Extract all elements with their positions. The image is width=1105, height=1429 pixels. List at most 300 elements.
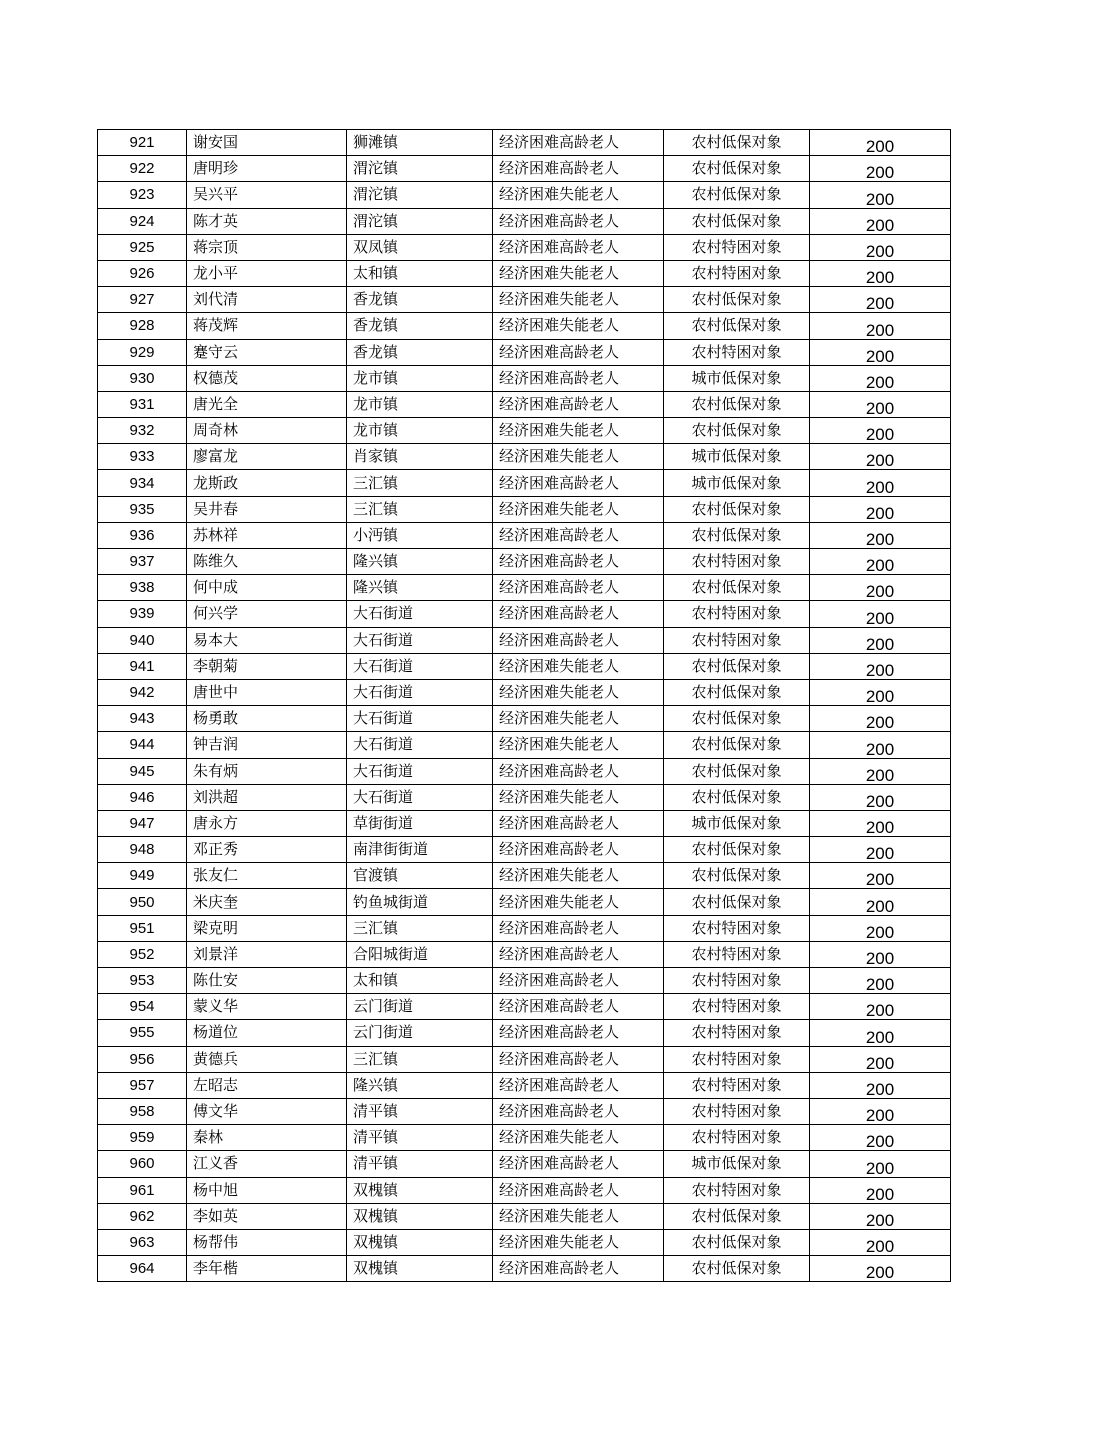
subsidy-type-cell: 经济困难失能老人 — [493, 260, 664, 286]
table-row — [98, 1203, 951, 1229]
row-number-cell: 960 — [98, 1151, 187, 1177]
town-cell: 南津街街道 — [347, 837, 493, 863]
subsidy-type-cell: 经济困难高龄老人 — [493, 837, 664, 863]
table-row — [98, 1177, 951, 1203]
name-cell: 梁克明 — [187, 915, 347, 941]
category-cell: 农村特困对象 — [664, 1046, 810, 1072]
row-number-cell: 963 — [98, 1229, 187, 1255]
subsidy-type-cell: 经济困难失能老人 — [493, 1203, 664, 1229]
table-row — [98, 444, 951, 470]
row-number-cell: 927 — [98, 287, 187, 313]
subsidy-type-cell: 经济困难高龄老人 — [493, 391, 664, 417]
amount-cell: 200 — [810, 889, 951, 915]
row-number-cell: 943 — [98, 706, 187, 732]
name-cell: 蒙义华 — [187, 994, 347, 1020]
name-cell: 杨道位 — [187, 1020, 347, 1046]
row-number-cell: 952 — [98, 941, 187, 967]
subsidy-type-cell: 经济困难高龄老人 — [493, 1256, 664, 1282]
subsidy-type-cell: 经济困难失能老人 — [493, 653, 664, 679]
subsidy-table — [97, 129, 951, 1282]
town-cell: 龙市镇 — [347, 365, 493, 391]
amount-cell: 200 — [810, 732, 951, 758]
subsidy-type-cell: 经济困难失能老人 — [493, 444, 664, 470]
category-cell: 农村特困对象 — [664, 968, 810, 994]
subsidy-type-cell: 经济困难高龄老人 — [493, 994, 664, 1020]
row-number-cell: 930 — [98, 365, 187, 391]
category-cell: 农村低保对象 — [664, 208, 810, 234]
row-number-cell: 935 — [98, 496, 187, 522]
row-number-cell: 951 — [98, 915, 187, 941]
amount-cell: 200 — [810, 653, 951, 679]
category-cell: 农村特困对象 — [664, 915, 810, 941]
town-cell: 云门街道 — [347, 994, 493, 1020]
table-row — [98, 549, 951, 575]
town-cell: 渭沱镇 — [347, 208, 493, 234]
name-cell: 何兴学 — [187, 601, 347, 627]
subsidy-type-cell: 经济困难高龄老人 — [493, 915, 664, 941]
town-cell: 三汇镇 — [347, 470, 493, 496]
subsidy-type-cell: 经济困难高龄老人 — [493, 1072, 664, 1098]
name-cell: 陈才英 — [187, 208, 347, 234]
town-cell: 隆兴镇 — [347, 549, 493, 575]
category-cell: 农村低保对象 — [664, 837, 810, 863]
name-cell: 刘景洋 — [187, 941, 347, 967]
town-cell: 合阳城街道 — [347, 941, 493, 967]
table-row — [98, 941, 951, 967]
name-cell: 陈仕安 — [187, 968, 347, 994]
table-row — [98, 522, 951, 548]
row-number-cell: 942 — [98, 679, 187, 705]
table-row — [98, 156, 951, 182]
subsidy-type-cell: 经济困难失能老人 — [493, 182, 664, 208]
row-number-cell: 921 — [98, 130, 187, 156]
amount-cell: 200 — [810, 994, 951, 1020]
table-row — [98, 758, 951, 784]
category-cell: 城市低保对象 — [664, 365, 810, 391]
row-number-cell: 926 — [98, 260, 187, 286]
name-cell: 杨勇敢 — [187, 706, 347, 732]
amount-cell: 200 — [810, 837, 951, 863]
table-row — [98, 968, 951, 994]
town-cell: 清平镇 — [347, 1098, 493, 1124]
amount-cell: 200 — [810, 1072, 951, 1098]
subsidy-type-cell: 经济困难失能老人 — [493, 287, 664, 313]
table-row — [98, 994, 951, 1020]
name-cell: 李年楷 — [187, 1256, 347, 1282]
name-cell: 秦林 — [187, 1125, 347, 1151]
town-cell: 大石街道 — [347, 653, 493, 679]
category-cell: 农村低保对象 — [664, 863, 810, 889]
subsidy-type-cell: 经济困难高龄老人 — [493, 365, 664, 391]
subsidy-type-cell: 经济困难高龄老人 — [493, 810, 664, 836]
row-number-cell: 958 — [98, 1098, 187, 1124]
table-row — [98, 706, 951, 732]
table-row — [98, 1098, 951, 1124]
amount-cell: 200 — [810, 1229, 951, 1255]
category-cell: 农村低保对象 — [664, 575, 810, 601]
amount-cell: 200 — [810, 444, 951, 470]
table-row — [98, 470, 951, 496]
name-cell: 唐明珍 — [187, 156, 347, 182]
name-cell: 何中成 — [187, 575, 347, 601]
town-cell: 三汇镇 — [347, 496, 493, 522]
name-cell: 唐光全 — [187, 391, 347, 417]
amount-cell: 200 — [810, 339, 951, 365]
town-cell: 双槐镇 — [347, 1177, 493, 1203]
table-row — [98, 339, 951, 365]
table-row — [98, 182, 951, 208]
name-cell: 李如英 — [187, 1203, 347, 1229]
amount-cell: 200 — [810, 156, 951, 182]
row-number-cell: 940 — [98, 627, 187, 653]
town-cell: 小沔镇 — [347, 522, 493, 548]
town-cell: 钓鱼城街道 — [347, 889, 493, 915]
table-row — [98, 732, 951, 758]
row-number-cell: 932 — [98, 418, 187, 444]
name-cell: 张友仁 — [187, 863, 347, 889]
subsidy-type-cell: 经济困难高龄老人 — [493, 1177, 664, 1203]
name-cell: 李朝菊 — [187, 653, 347, 679]
name-cell: 易本大 — [187, 627, 347, 653]
category-cell: 农村低保对象 — [664, 653, 810, 679]
amount-cell: 200 — [810, 863, 951, 889]
amount-cell: 200 — [810, 575, 951, 601]
amount-cell: 200 — [810, 1125, 951, 1151]
table-row — [98, 260, 951, 286]
town-cell: 双凤镇 — [347, 234, 493, 260]
amount-cell: 200 — [810, 679, 951, 705]
row-number-cell: 950 — [98, 889, 187, 915]
name-cell: 谢安国 — [187, 130, 347, 156]
table-row — [98, 1072, 951, 1098]
table-row — [98, 889, 951, 915]
name-cell: 蹇守云 — [187, 339, 347, 365]
table-row — [98, 653, 951, 679]
subsidy-type-cell: 经济困难高龄老人 — [493, 575, 664, 601]
subsidy-type-cell: 经济困难高龄老人 — [493, 156, 664, 182]
town-cell: 香龙镇 — [347, 339, 493, 365]
amount-cell: 200 — [810, 549, 951, 575]
category-cell: 农村低保对象 — [664, 313, 810, 339]
category-cell: 农村特困对象 — [664, 994, 810, 1020]
town-cell: 渭沱镇 — [347, 182, 493, 208]
row-number-cell: 944 — [98, 732, 187, 758]
name-cell: 左昭志 — [187, 1072, 347, 1098]
town-cell: 太和镇 — [347, 968, 493, 994]
row-number-cell: 938 — [98, 575, 187, 601]
table-row — [98, 837, 951, 863]
row-number-cell: 928 — [98, 313, 187, 339]
row-number-cell: 955 — [98, 1020, 187, 1046]
subsidy-type-cell: 经济困难高龄老人 — [493, 601, 664, 627]
amount-cell: 200 — [810, 1020, 951, 1046]
name-cell: 米庆奎 — [187, 889, 347, 915]
town-cell: 双槐镇 — [347, 1203, 493, 1229]
table-row — [98, 679, 951, 705]
category-cell: 农村低保对象 — [664, 679, 810, 705]
subsidy-type-cell: 经济困难高龄老人 — [493, 339, 664, 365]
category-cell: 农村低保对象 — [664, 732, 810, 758]
amount-cell: 200 — [810, 941, 951, 967]
row-number-cell: 941 — [98, 653, 187, 679]
town-cell: 肖家镇 — [347, 444, 493, 470]
category-cell: 农村低保对象 — [664, 1256, 810, 1282]
amount-cell: 200 — [810, 601, 951, 627]
subsidy-type-cell: 经济困难高龄老人 — [493, 1151, 664, 1177]
subsidy-type-cell: 经济困难高龄老人 — [493, 522, 664, 548]
town-cell: 龙市镇 — [347, 391, 493, 417]
subsidy-type-cell: 经济困难高龄老人 — [493, 627, 664, 653]
town-cell: 大石街道 — [347, 732, 493, 758]
category-cell: 农村低保对象 — [664, 784, 810, 810]
category-cell: 农村特困对象 — [664, 941, 810, 967]
row-number-cell: 937 — [98, 549, 187, 575]
subsidy-type-cell: 经济困难高龄老人 — [493, 208, 664, 234]
table-row — [98, 418, 951, 444]
subsidy-type-cell: 经济困难失能老人 — [493, 863, 664, 889]
subsidy-type-cell: 经济困难失能老人 — [493, 1229, 664, 1255]
category-cell: 农村低保对象 — [664, 130, 810, 156]
name-cell: 傅文华 — [187, 1098, 347, 1124]
subsidy-type-cell: 经济困难高龄老人 — [493, 234, 664, 260]
table-row — [98, 1256, 951, 1282]
name-cell: 杨中旭 — [187, 1177, 347, 1203]
subsidy-type-cell: 经济困难高龄老人 — [493, 1098, 664, 1124]
amount-cell: 200 — [810, 130, 951, 156]
subsidy-type-cell: 经济困难失能老人 — [493, 1125, 664, 1151]
name-cell: 杨帮伟 — [187, 1229, 347, 1255]
town-cell: 清平镇 — [347, 1151, 493, 1177]
town-cell: 双槐镇 — [347, 1256, 493, 1282]
town-cell: 官渡镇 — [347, 863, 493, 889]
amount-cell: 200 — [810, 1256, 951, 1282]
name-cell: 陈维久 — [187, 549, 347, 575]
subsidy-type-cell: 经济困难高龄老人 — [493, 1046, 664, 1072]
name-cell: 邓正秀 — [187, 837, 347, 863]
town-cell: 三汇镇 — [347, 915, 493, 941]
town-cell: 三汇镇 — [347, 1046, 493, 1072]
town-cell: 草街街道 — [347, 810, 493, 836]
subsidy-type-cell: 经济困难高龄老人 — [493, 130, 664, 156]
category-cell: 农村低保对象 — [664, 758, 810, 784]
table-row — [98, 627, 951, 653]
town-cell: 隆兴镇 — [347, 575, 493, 601]
amount-cell: 200 — [810, 496, 951, 522]
table-row — [98, 575, 951, 601]
amount-cell: 200 — [810, 810, 951, 836]
table-row — [98, 1125, 951, 1151]
table-row — [98, 1229, 951, 1255]
row-number-cell: 962 — [98, 1203, 187, 1229]
row-number-cell: 961 — [98, 1177, 187, 1203]
row-number-cell: 964 — [98, 1256, 187, 1282]
category-cell: 农村低保对象 — [664, 496, 810, 522]
category-cell: 农村低保对象 — [664, 889, 810, 915]
town-cell: 香龙镇 — [347, 313, 493, 339]
category-cell: 农村特困对象 — [664, 234, 810, 260]
amount-cell: 200 — [810, 706, 951, 732]
subsidy-type-cell: 经济困难失能老人 — [493, 706, 664, 732]
amount-cell: 200 — [810, 182, 951, 208]
row-number-cell: 924 — [98, 208, 187, 234]
amount-cell: 200 — [810, 1151, 951, 1177]
amount-cell: 200 — [810, 522, 951, 548]
category-cell: 城市低保对象 — [664, 810, 810, 836]
town-cell: 大石街道 — [347, 784, 493, 810]
table-row — [98, 365, 951, 391]
subsidy-type-cell: 经济困难失能老人 — [493, 418, 664, 444]
table-row — [98, 784, 951, 810]
name-cell: 黄德兵 — [187, 1046, 347, 1072]
subsidy-type-cell: 经济困难失能老人 — [493, 679, 664, 705]
category-cell: 城市低保对象 — [664, 1151, 810, 1177]
town-cell: 太和镇 — [347, 260, 493, 286]
row-number-cell: 946 — [98, 784, 187, 810]
town-cell: 大石街道 — [347, 706, 493, 732]
table-row — [98, 313, 951, 339]
town-cell: 大石街道 — [347, 679, 493, 705]
town-cell: 龙市镇 — [347, 418, 493, 444]
table-row — [98, 1151, 951, 1177]
name-cell: 朱有炳 — [187, 758, 347, 784]
name-cell: 刘代清 — [187, 287, 347, 313]
name-cell: 龙小平 — [187, 260, 347, 286]
name-cell: 权德茂 — [187, 365, 347, 391]
name-cell: 周奇林 — [187, 418, 347, 444]
row-number-cell: 948 — [98, 837, 187, 863]
town-cell: 渭沱镇 — [347, 156, 493, 182]
name-cell: 江义香 — [187, 1151, 347, 1177]
row-number-cell: 957 — [98, 1072, 187, 1098]
subsidy-type-cell: 经济困难高龄老人 — [493, 549, 664, 575]
subsidy-type-cell: 经济困难失能老人 — [493, 313, 664, 339]
name-cell: 唐永方 — [187, 810, 347, 836]
row-number-cell: 947 — [98, 810, 187, 836]
amount-cell: 200 — [810, 758, 951, 784]
row-number-cell: 933 — [98, 444, 187, 470]
row-number-cell: 945 — [98, 758, 187, 784]
name-cell: 龙斯政 — [187, 470, 347, 496]
table-row — [98, 496, 951, 522]
row-number-cell: 925 — [98, 234, 187, 260]
row-number-cell: 954 — [98, 994, 187, 1020]
name-cell: 吴井春 — [187, 496, 347, 522]
category-cell: 农村低保对象 — [664, 182, 810, 208]
name-cell: 钟吉润 — [187, 732, 347, 758]
amount-cell: 200 — [810, 418, 951, 444]
town-cell: 清平镇 — [347, 1125, 493, 1151]
amount-cell: 200 — [810, 313, 951, 339]
table-body — [98, 130, 951, 1282]
table-row — [98, 391, 951, 417]
table-row — [98, 601, 951, 627]
subsidy-type-cell: 经济困难失能老人 — [493, 784, 664, 810]
category-cell: 农村特困对象 — [664, 601, 810, 627]
town-cell: 香龙镇 — [347, 287, 493, 313]
row-number-cell: 923 — [98, 182, 187, 208]
town-cell: 大石街道 — [347, 627, 493, 653]
name-cell: 唐世中 — [187, 679, 347, 705]
town-cell: 云门街道 — [347, 1020, 493, 1046]
row-number-cell: 956 — [98, 1046, 187, 1072]
town-cell: 狮滩镇 — [347, 130, 493, 156]
category-cell: 城市低保对象 — [664, 470, 810, 496]
category-cell: 农村特困对象 — [664, 260, 810, 286]
amount-cell: 200 — [810, 627, 951, 653]
category-cell: 农村特困对象 — [664, 1125, 810, 1151]
subsidy-type-cell: 经济困难高龄老人 — [493, 758, 664, 784]
name-cell: 吴兴平 — [187, 182, 347, 208]
table-row — [98, 208, 951, 234]
category-cell: 农村特困对象 — [664, 1177, 810, 1203]
row-number-cell: 931 — [98, 391, 187, 417]
town-cell: 大石街道 — [347, 758, 493, 784]
subsidy-type-cell: 经济困难高龄老人 — [493, 470, 664, 496]
town-cell: 隆兴镇 — [347, 1072, 493, 1098]
amount-cell: 200 — [810, 1177, 951, 1203]
category-cell: 农村低保对象 — [664, 1229, 810, 1255]
table-row — [98, 1046, 951, 1072]
category-cell: 农村低保对象 — [664, 706, 810, 732]
row-number-cell: 922 — [98, 156, 187, 182]
amount-cell: 200 — [810, 915, 951, 941]
subsidy-type-cell: 经济困难高龄老人 — [493, 1020, 664, 1046]
amount-cell: 200 — [810, 391, 951, 417]
amount-cell: 200 — [810, 470, 951, 496]
row-number-cell: 929 — [98, 339, 187, 365]
town-cell: 双槐镇 — [347, 1229, 493, 1255]
subsidy-type-cell: 经济困难失能老人 — [493, 889, 664, 915]
table-row — [98, 287, 951, 313]
amount-cell: 200 — [810, 1203, 951, 1229]
name-cell: 刘洪超 — [187, 784, 347, 810]
category-cell: 农村低保对象 — [664, 522, 810, 548]
subsidy-type-cell: 经济困难失能老人 — [493, 496, 664, 522]
row-number-cell: 949 — [98, 863, 187, 889]
category-cell: 农村低保对象 — [664, 1203, 810, 1229]
subsidy-type-cell: 经济困难高龄老人 — [493, 941, 664, 967]
name-cell: 蒋宗顶 — [187, 234, 347, 260]
row-number-cell: 939 — [98, 601, 187, 627]
table-row — [98, 1020, 951, 1046]
table-row — [98, 234, 951, 260]
amount-cell: 200 — [810, 287, 951, 313]
row-number-cell: 953 — [98, 968, 187, 994]
amount-cell: 200 — [810, 234, 951, 260]
category-cell: 农村特困对象 — [664, 549, 810, 575]
category-cell: 农村低保对象 — [664, 418, 810, 444]
name-cell: 蒋茂辉 — [187, 313, 347, 339]
category-cell: 农村特困对象 — [664, 1098, 810, 1124]
row-number-cell: 934 — [98, 470, 187, 496]
town-cell: 大石街道 — [347, 601, 493, 627]
subsidy-type-cell: 经济困难高龄老人 — [493, 968, 664, 994]
amount-cell: 200 — [810, 365, 951, 391]
table-row — [98, 915, 951, 941]
amount-cell: 200 — [810, 208, 951, 234]
amount-cell: 200 — [810, 1046, 951, 1072]
category-cell: 农村特困对象 — [664, 1072, 810, 1098]
row-number-cell: 959 — [98, 1125, 187, 1151]
table-row — [98, 130, 951, 156]
category-cell: 城市低保对象 — [664, 444, 810, 470]
name-cell: 廖富龙 — [187, 444, 347, 470]
name-cell: 苏林祥 — [187, 522, 347, 548]
amount-cell: 200 — [810, 260, 951, 286]
subsidy-type-cell: 经济困难失能老人 — [493, 732, 664, 758]
amount-cell: 200 — [810, 784, 951, 810]
table-row — [98, 810, 951, 836]
